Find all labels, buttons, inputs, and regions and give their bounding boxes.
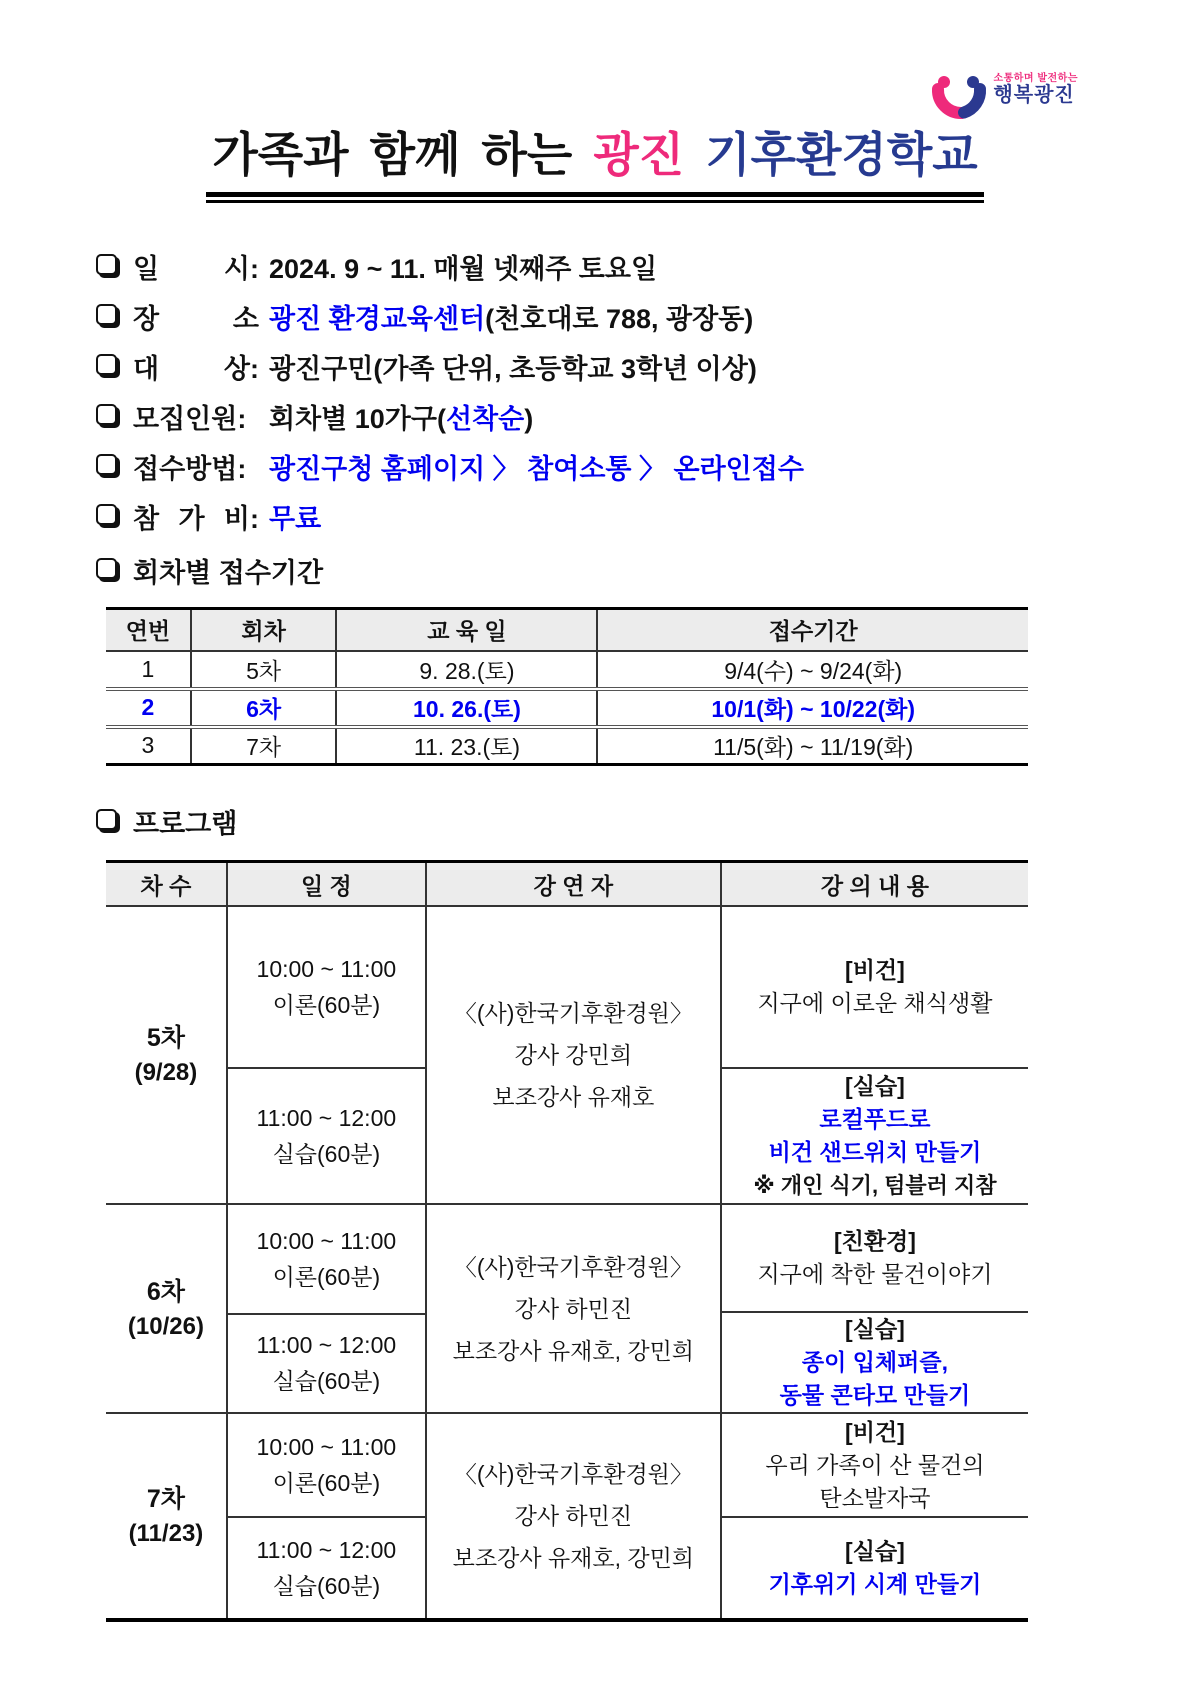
checkbox-bullet-icon xyxy=(96,809,117,830)
content-block xyxy=(722,1067,1028,1203)
value-segment: 광진구민(가족 단위, 초등학교 3학년 이상) xyxy=(269,353,757,384)
schedule-slot xyxy=(228,1414,425,1516)
program-content-cell xyxy=(722,1205,1028,1412)
info-item-label xyxy=(133,397,259,436)
value-segment: 무료 xyxy=(269,503,322,534)
program-lecturer-cell xyxy=(427,907,722,1203)
program-session-cell xyxy=(106,1205,226,1412)
info-item-label xyxy=(133,247,259,286)
schedule-time: 11:00 ~ 12:00 xyxy=(256,1104,397,1131)
info-item-date xyxy=(96,241,1094,291)
program-session-cell xyxy=(106,907,226,1203)
info-list xyxy=(96,241,1094,541)
checkbox-bullet-icon xyxy=(96,404,117,425)
schedule-type: 실습(60분) xyxy=(272,1140,381,1167)
lecturer-line: 보조강사 유재호, 강민희 xyxy=(452,1337,695,1364)
registration-cell: 10/1(화) ~ 10/22(화) xyxy=(597,689,1028,727)
checkbox-bullet-icon xyxy=(96,454,117,475)
schedule-type: 이론(60분) xyxy=(272,991,381,1018)
program-section-6차 xyxy=(106,1203,1028,1412)
content-tag: [실습] xyxy=(845,1072,905,1099)
content-line: 지구에 착한 물건이야기 xyxy=(757,1261,993,1287)
content-block xyxy=(722,907,1028,1067)
value-segment: ) xyxy=(524,403,534,434)
session-date: (11/23) xyxy=(128,1520,204,1547)
content-line: 종이 입체퍼즐, xyxy=(801,1349,948,1375)
checkbox-bullet-icon xyxy=(96,504,117,525)
label-token: 대 xyxy=(133,353,160,384)
program-lecturer-cell xyxy=(427,1414,722,1618)
content-line: 동물 콘타모 만들기 xyxy=(779,1382,971,1408)
program-content-cell xyxy=(722,907,1028,1203)
content-line: 지구에 이로운 채식생활 xyxy=(757,989,993,1016)
schedule-type: 실습(60분) xyxy=(272,1368,381,1395)
lecturer-line: 보조강사 유재호, 강민희 xyxy=(452,1545,695,1571)
value-segment: 광진 환경교육센터 xyxy=(269,303,486,334)
title-part-pink: 광진 xyxy=(593,128,685,181)
checkbox-bullet-icon xyxy=(96,558,117,579)
registration-table-head xyxy=(106,609,1028,651)
content-tag: [비건] xyxy=(845,1418,905,1445)
content-block xyxy=(722,1516,1028,1618)
registration-cell: 9/4(수) ~ 9/24(화) xyxy=(597,651,1028,689)
info-item-venue xyxy=(96,291,1094,341)
registration-cell: 11. 23.(토) xyxy=(336,727,597,765)
lecturer-line: 〈(사)한국기후환경원〉 xyxy=(453,1000,693,1026)
section-heading-schedule xyxy=(96,545,1094,595)
program-section-7차 xyxy=(106,1412,1028,1618)
schedule-time: 10:00 ~ 11:00 xyxy=(256,1434,397,1460)
registration-cell: 7차 xyxy=(191,727,337,765)
schedule-time: 10:00 ~ 11:00 xyxy=(256,955,397,982)
value-segment: 선착순 xyxy=(445,403,525,434)
registration-cell: 1 xyxy=(141,655,155,682)
session-date: (9/28) xyxy=(134,1059,198,1086)
title-part-black: 가족과 함께 하는 xyxy=(212,128,573,181)
program-header-cell: 강 의 내 용 xyxy=(820,872,929,899)
schedule-type: 이론(60분) xyxy=(272,1470,381,1496)
label-token: 비: xyxy=(223,503,259,534)
info-item-fee xyxy=(96,491,1094,541)
schedule-type: 실습(60분) xyxy=(272,1573,381,1599)
schedule-slot xyxy=(228,1067,425,1203)
checkbox-bullet-icon xyxy=(96,354,117,375)
lecturer-line: 강사 하민진 xyxy=(514,1503,633,1529)
program-section-5차 xyxy=(106,907,1028,1203)
content-line: 로컬푸드로 xyxy=(819,1105,931,1132)
registration-row xyxy=(106,651,1028,689)
lecturer-line: 〈(사)한국기후환경원〉 xyxy=(453,1253,693,1280)
program-header-cell: 일 정 xyxy=(226,863,427,905)
title-part-navy: 기후환경학교 xyxy=(705,128,978,181)
program-schedule-cell xyxy=(226,907,427,1203)
info-item-target xyxy=(96,341,1094,391)
registration-row xyxy=(106,727,1028,765)
lecturer-line: 강사 하민진 xyxy=(514,1295,633,1322)
info-item-value xyxy=(269,247,657,286)
info-item-label xyxy=(133,447,259,486)
session-name: 5차 xyxy=(146,1024,185,1052)
info-item-label xyxy=(133,497,259,536)
registration-cell: 10. 26.(토) xyxy=(336,689,597,727)
content-tag: [실습] xyxy=(845,1316,905,1342)
registration-cell: 5차 xyxy=(191,651,337,689)
content-line: 기후위기 시계 만들기 xyxy=(768,1571,982,1597)
label-token: 소 xyxy=(232,303,259,334)
logo-slogan: 소통하며 발전하는 xyxy=(993,73,1078,84)
program-session-cell xyxy=(106,1414,226,1618)
lecturer-line: 강사 강민희 xyxy=(514,1042,633,1068)
info-item-capacity xyxy=(96,391,1094,441)
content-block xyxy=(722,1311,1028,1412)
program-schedule-cell xyxy=(226,1414,427,1618)
registration-row xyxy=(106,689,1028,727)
info-item-label xyxy=(133,347,259,386)
schedule-slot xyxy=(228,1313,425,1412)
label-token: 시: xyxy=(223,253,259,284)
info-item-value xyxy=(269,447,804,486)
program-content-cell xyxy=(722,1414,1028,1618)
content-tag: [비건] xyxy=(845,956,905,983)
registration-header-cell: 연번 xyxy=(106,609,191,651)
content-block xyxy=(722,1414,1028,1516)
program-table xyxy=(106,860,1028,1622)
lecturer-line: 보조강사 유재호 xyxy=(492,1084,655,1110)
value-segment: 광진구청 홈페이지 〉 참여소통 〉 온라인접수 xyxy=(269,453,804,484)
registration-table-body xyxy=(106,651,1028,765)
registration-cell: 9. 28.(토) xyxy=(336,651,597,689)
schedule-time: 11:00 ~ 12:00 xyxy=(256,1537,397,1563)
info-item-apply xyxy=(96,441,1094,491)
registration-cell: 6차 xyxy=(191,689,337,727)
schedule-type: 이론(60분) xyxy=(272,1263,381,1290)
info-item-value xyxy=(269,397,533,436)
section-heading-program xyxy=(96,796,1094,846)
lecturer-line: 〈(사)한국기후환경원〉 xyxy=(453,1461,693,1487)
info-item-value xyxy=(269,347,757,386)
logo-brand: 행복광진 xyxy=(993,83,1075,106)
content-line: 우리 가족이 산 물건의 xyxy=(765,1451,985,1478)
checkbox-bullet-icon xyxy=(96,254,117,275)
label-token: 접수방법: xyxy=(133,453,247,484)
content-line: 탄소발자국 xyxy=(819,1484,931,1511)
content-tag: [친환경] xyxy=(833,1228,916,1254)
registration-table xyxy=(106,607,1028,766)
value-segment: 2024. 9 ~ 11. 매월 넷째주 토요일 xyxy=(269,253,658,284)
registration-cell: 11/5(화) ~ 11/19(화) xyxy=(597,727,1028,765)
program-heading-label: 프로그램 xyxy=(133,808,238,839)
content-tag: [실습] xyxy=(845,1538,905,1564)
schedule-slot xyxy=(228,907,425,1067)
registration-cell: 2 xyxy=(106,689,191,727)
info-item-value xyxy=(269,497,321,536)
program-table-header xyxy=(106,863,1028,907)
schedule-slot xyxy=(228,1205,425,1313)
program-table-body xyxy=(106,907,1028,1618)
schedule-time: 11:00 ~ 12:00 xyxy=(256,1332,397,1359)
program-header-cell: 차 수 xyxy=(140,872,192,899)
info-item-label xyxy=(133,297,259,336)
label-token: 참 xyxy=(133,503,160,534)
session-date: (10/26) xyxy=(127,1312,204,1340)
session-name: 6차 xyxy=(146,1277,185,1306)
registration-header-cell: 회차 xyxy=(191,609,337,651)
label-token: 장 xyxy=(133,303,160,334)
registration-header-row xyxy=(106,609,1028,651)
label-token: 가 xyxy=(178,503,205,534)
checkbox-bullet-icon xyxy=(96,304,117,325)
label-token: 상: xyxy=(223,353,259,384)
value-segment: 회차별 10가구( xyxy=(269,403,446,434)
schedule-time: 10:00 ~ 11:00 xyxy=(256,1227,397,1254)
program-schedule-cell xyxy=(226,1205,427,1412)
session-name: 7차 xyxy=(146,1485,185,1513)
info-item-value xyxy=(269,297,753,336)
page-title xyxy=(206,118,983,197)
content-block xyxy=(722,1205,1028,1311)
program-header-cell: 강 연 자 xyxy=(427,863,722,905)
label-token: 일 xyxy=(133,253,160,284)
content-line: 비건 샌드위치 만들기 xyxy=(768,1138,982,1165)
content-line: ※ 개인 식기, 텀블러 지참 xyxy=(753,1172,997,1198)
label-token: 모집인원: xyxy=(133,403,247,434)
schedule-slot xyxy=(228,1516,425,1618)
schedule-heading-label: 회차별 접수기간 xyxy=(133,557,324,588)
program-lecturer-cell xyxy=(427,1205,722,1412)
value-segment: (천호대로 788, 광장동) xyxy=(485,303,754,334)
registration-cell: 3 xyxy=(106,727,191,765)
registration-header-cell: 교 육 일 xyxy=(336,609,597,651)
registration-header-cell: 접수기간 xyxy=(597,609,1028,651)
